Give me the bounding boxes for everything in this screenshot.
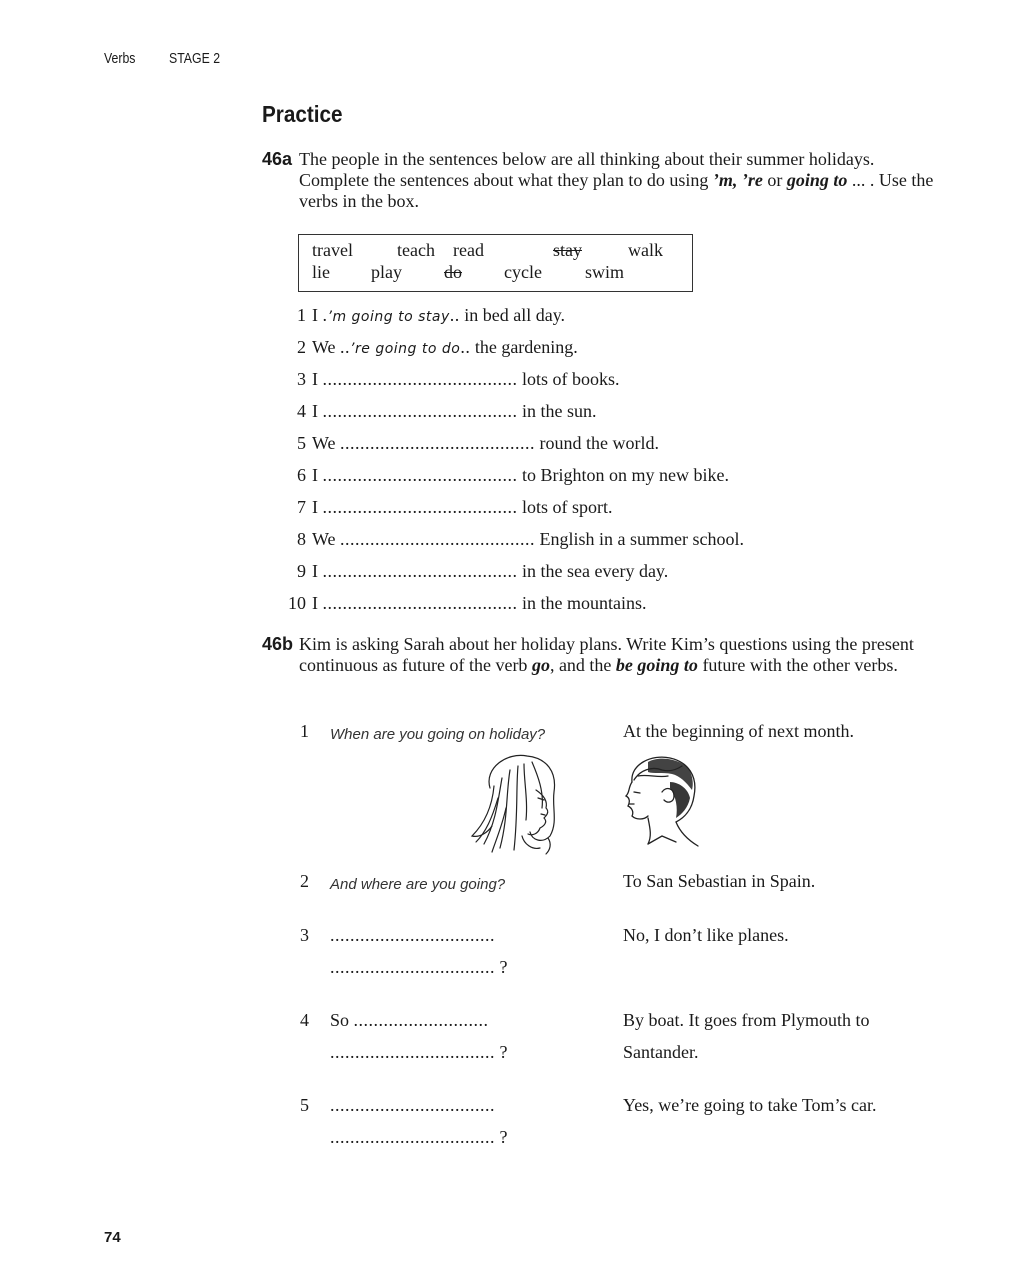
- answer-4-line-2: Santander.: [623, 1042, 699, 1062]
- sentence-1: 1 I .’m going to stay.. in bed all day.: [297, 305, 566, 325]
- exercise-number-46b: 46b: [262, 634, 294, 654]
- sentence-3: 3 I ....................................... lots of books.: [297, 369, 620, 389]
- sentence-10: 10 I ....................................... in the mountains.: [288, 593, 647, 613]
- question-5-line-2: ................................. ?: [330, 1127, 508, 1147]
- header-stage-wrap: [169, 50, 231, 67]
- verb-play: play: [371, 262, 402, 282]
- answer-1: At the beginning of next month.: [623, 721, 854, 741]
- page-number: 74: [104, 1229, 121, 1246]
- question-3-line-1: .................................: [330, 925, 495, 945]
- verb-travel: travel: [312, 240, 353, 260]
- answer-3: No, I don’t like planes.: [623, 925, 789, 945]
- sentence-5: 5 We ....................................... round the world.: [297, 433, 660, 453]
- question-number-3: 3: [300, 925, 309, 945]
- sentence-9: 9 I ....................................... in the sea every day.: [297, 561, 669, 581]
- girl-illustration: [462, 748, 572, 856]
- running-header: [104, 50, 142, 67]
- verb-walk: walk: [628, 240, 663, 260]
- header-stage: STAGE 2: [169, 50, 221, 67]
- verb-teach: teach: [397, 240, 435, 260]
- question-5-line-1: .................................: [330, 1095, 495, 1115]
- question-1: When are you going on holiday?: [330, 726, 546, 743]
- verb-box: [298, 234, 693, 292]
- sentence-2: 2 We ..’re going to do.. the gardening.: [297, 337, 578, 357]
- verb-lie: lie: [312, 262, 330, 282]
- page-title: Practice: [262, 101, 343, 127]
- verb-swim: swim: [585, 262, 625, 282]
- sentence-6: 6 I ....................................... to Brighton on my new bike.: [297, 465, 729, 485]
- sentence-8: 8 We ....................................... English in a summer school.: [297, 529, 745, 549]
- verb-cycle: cycle: [504, 262, 542, 282]
- exercise-46a-instructions: The people in the sentences below are all thinking about their summer holidays. Complete the sentences about what they plan to do using ’m, ’re or going to ... . Use the verbs in the box.: [299, 149, 934, 211]
- answer-5: Yes, we’re going to take Tom’s car.: [623, 1095, 877, 1115]
- verb-read: read: [453, 240, 484, 260]
- handwritten-answer-1: ’m going to stay: [327, 309, 450, 325]
- answer-4-line-1: By boat. It goes from Plymouth to: [623, 1010, 870, 1030]
- question-4-line-1: So ...........................: [330, 1010, 489, 1030]
- header-section: Verbs: [104, 50, 136, 67]
- verb-stay-crossed: stay: [553, 240, 582, 260]
- question-2: And where are you going?: [330, 876, 506, 893]
- question-number-1: 1: [300, 721, 309, 741]
- handwritten-answer-2: ’re going to do: [350, 341, 461, 357]
- sentence-7: 7 I ....................................... lots of sport.: [297, 497, 613, 517]
- sentence-4: 4 I ....................................... in the sun.: [297, 401, 597, 421]
- exercise-number-46a: 46a: [262, 149, 293, 169]
- question-4-line-2: ................................. ?: [330, 1042, 508, 1062]
- verb-do-crossed: do: [444, 262, 462, 282]
- question-number-4: 4: [300, 1010, 309, 1030]
- boy-illustration: [618, 752, 703, 850]
- question-number-2: 2: [300, 871, 309, 891]
- exercise-46b-instructions: Kim is asking Sarah about her holiday plans. Write Kim’s questions using the present continuous as future of the verb go, and the be going to future with the other verbs.: [299, 634, 914, 675]
- question-3-line-2: ................................. ?: [330, 957, 508, 977]
- question-number-5: 5: [300, 1095, 309, 1115]
- answer-2: To San Sebastian in Spain.: [623, 871, 816, 891]
